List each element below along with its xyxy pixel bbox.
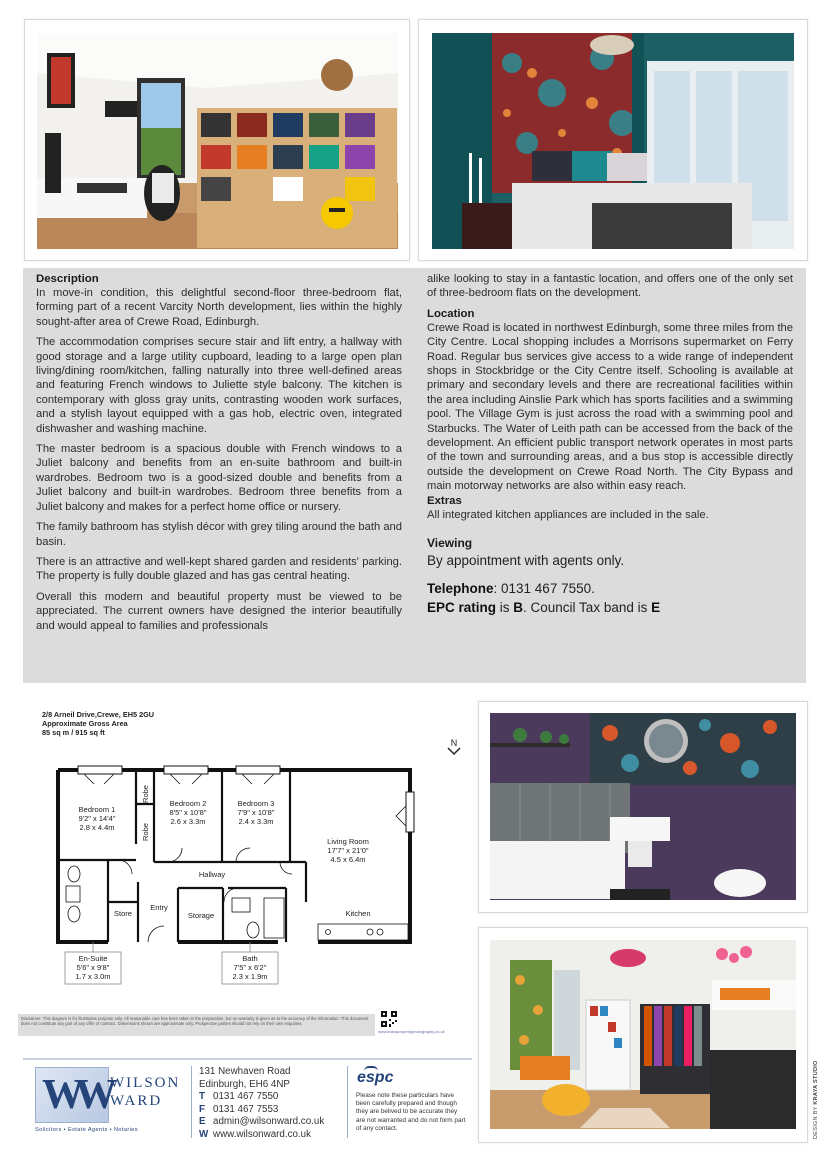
photo-card-dressing-room <box>478 927 808 1143</box>
description-paragraph: The accommodation comprises secure stair and lift entry, a hallway with good storage and a large utility cupboard, leading to a large open plan living/dining room/kitchen, falling naturally into three well-defined areas and featuring French windows to Juliette style balcony. The kitchen is contemporary with gloss gray units, contrasting wooden work surfaces, and a stylish layout equipped with a gas hob, electric oven, integrated dishwasher and washing machine. <box>36 336 402 435</box>
photo-card-bathroom <box>478 701 808 913</box>
svg-text:7'9" x 10'8": 7'9" x 10'8" <box>237 808 275 817</box>
svg-text:2.6 x 3.3m: 2.6 x 3.3m <box>170 817 206 826</box>
epc-label: EPC rating <box>427 599 497 615</box>
photo-card-bedroom <box>418 19 808 261</box>
floorplan-link[interactable]: www.kravapropertyphotography.co.uk <box>378 1029 445 1034</box>
epc-mid: is <box>496 599 514 615</box>
svg-text:Store: Store <box>114 909 132 918</box>
svg-text:Entry: Entry <box>150 903 168 912</box>
telephone-value: : 0131 467 7550. <box>493 580 595 596</box>
fax-line <box>199 1104 324 1117</box>
espc-logo: espc <box>357 1069 394 1086</box>
svg-text:Bath: Bath <box>242 954 258 963</box>
footer-separator <box>191 1066 192 1138</box>
svg-text:7'5" x 6'2": 7'5" x 6'2" <box>233 963 267 972</box>
svg-text:Robe: Robe <box>141 823 150 841</box>
photo-bathroom <box>490 713 796 900</box>
floorplan <box>18 702 473 1040</box>
description-paragraph: The master bedroom is a spacious double with French windows to a Juliet balcony and benefits from an en-suite bathroom and built-in wardrobes. Bedroom two is a good-sized double and benefits from a Juliet balcony and built-in wardrobes. Bedroom three benefits from a Juliet balcony and makes for a perfect home office or nursery. <box>36 443 402 513</box>
telephone-label: Telephone <box>427 580 494 596</box>
svg-text:8'5" x 10'8": 8'5" x 10'8" <box>169 808 207 817</box>
brand-line-2: WARD <box>110 1093 163 1109</box>
north-arrow-icon <box>448 738 460 754</box>
address-line-2: Edinburgh, EH6 4NP <box>199 1078 290 1090</box>
svg-text:9'2" x 14'4": 9'2" x 14'4" <box>78 814 116 823</box>
floorplan-subtitle: Approximate Gross Area <box>42 719 128 728</box>
email-line <box>199 1116 324 1129</box>
svg-text:Bedroom 3: Bedroom 3 <box>237 799 275 808</box>
footer-separator <box>347 1066 348 1138</box>
footer-divider <box>23 1058 472 1060</box>
svg-text:2.3 x 1.9m: 2.3 x 1.9m <box>232 972 268 981</box>
svg-text:Living Room: Living Room <box>327 837 369 846</box>
telephone-line <box>427 579 793 598</box>
extras-heading: Extras <box>427 494 462 507</box>
phone-line <box>199 1091 324 1104</box>
description-paragraph: The family bathroom has stylish décor with grey tiling around the bath and basin. <box>36 521 402 548</box>
svg-text:Kitchen: Kitchen <box>345 909 371 918</box>
epc-line <box>427 598 793 617</box>
viewing-text: By appointment with agents only. <box>427 552 625 568</box>
svg-text:Bedroom 1: Bedroom 1 <box>78 805 116 814</box>
floorplan-drawing <box>18 702 473 1012</box>
tax-value: E <box>651 599 661 615</box>
epc-value: B <box>513 599 524 615</box>
brand-line-1: WILSON <box>110 1075 181 1091</box>
logo-monogram: WW <box>42 1072 108 1118</box>
tax-mid: . Council Tax band is <box>523 599 652 615</box>
fax-value: 0131 467 7553 <box>213 1103 279 1115</box>
svg-text:17'7" x 21'0": 17'7" x 21'0" <box>327 846 369 855</box>
svg-text:2.4 x 3.3m: 2.4 x 3.3m <box>238 817 274 826</box>
svg-text:En-Suite: En-Suite <box>78 954 108 963</box>
espc-disclaimer: Please note these particulars have been carefully prepared and though they are belived to be accurate they are not warranted and do not form part of any contact. <box>356 1092 466 1132</box>
svg-text:Hallway: Hallway <box>198 870 226 879</box>
design-studio: KRAYA STUDIO <box>813 1060 819 1105</box>
svg-text:4.5 x 6.4m: 4.5 x 6.4m <box>330 855 366 864</box>
location-heading: Location <box>427 307 475 320</box>
photo-dressing-room <box>490 940 796 1129</box>
photo-card-study <box>24 19 410 261</box>
design-credit <box>813 1060 819 1139</box>
description-continuation: alike looking to stay in a fantastic location, and offers one of the only set of three-bedroom flats on the development. <box>427 273 793 300</box>
phone-value[interactable]: 0131 467 7550 <box>213 1091 279 1102</box>
svg-text:1.7 x 3.0m: 1.7 x 3.0m <box>75 972 111 981</box>
floorplan-disclaimer: Disclaimer: This diagram is for illustrative purpose only. All reasonable care has been taken in the preparation, but no warranty is given as to the accuracy of the information. This document does not constitute any part of any offer or contract. Dimensions shown are approximate only. Prospective parties should not rely on their own enquiries. <box>18 1014 375 1036</box>
description-paragraph: There is an attractive and well-kept shared garden and residents' parking. The property is fully double glazed and has gas central heating. <box>36 555 402 583</box>
email-key: E <box>199 1116 206 1127</box>
agent-address <box>199 1066 324 1141</box>
viewing-heading: Viewing <box>427 536 473 551</box>
phone-key: T <box>199 1091 205 1102</box>
photo-study <box>37 33 398 249</box>
svg-text:Bedroom 2: Bedroom 2 <box>169 799 207 808</box>
address-line-1: 131 Newhaven Road <box>199 1066 291 1077</box>
brand-tagline: Solicitors • Estate Agents • Notaries <box>35 1127 138 1133</box>
floorplan-area: 85 sq m / 915 sq ft <box>42 728 105 737</box>
qr-code-icon <box>380 1010 398 1028</box>
description-paragraph: Overall this modern and beautiful property must be viewed to be appreciated. The current owners have designed the interior beautifully and would appeal to families and professionals <box>36 590 402 632</box>
svg-text:N: N <box>450 738 458 748</box>
svg-text:5'6" x 9'8": 5'6" x 9'8" <box>76 963 110 972</box>
extras-text: All integrated kitchen appliances are included in the sale. <box>427 508 709 521</box>
design-prefix: DESIGN BY <box>813 1104 819 1139</box>
location-text: Crewe Road is located in northwest Edinburgh, some three miles from the City Centre. Local shopping includes a Morrisons supermarket on Ferry Road. Regular bus services give access to a wide range of independent shops in Stockbridge or the City Centre itself. Schooling is available at primary and secondary levels and there are recreational facilities within the area including Ainslie Park which has sports facilities and a swimming pool. The Village Gym is just across the road with a swimming pool and Starbucks. The Water of Leith path can be accessed from the back of the development. An efficient public transport network operates in most parts of the town and surrounding areas, and a bus stop is accessible directly outside the development on Crewe Road North. The City Bypass and main motorway networks are also within easy reach. <box>427 321 793 493</box>
web-key: W <box>199 1128 209 1140</box>
description-panel <box>23 268 806 683</box>
web-line <box>199 1129 324 1142</box>
location-column <box>427 272 793 617</box>
fax-key: F <box>199 1103 205 1115</box>
svg-text:Robe: Robe <box>141 785 150 803</box>
description-column <box>36 272 402 633</box>
svg-text:2.8 x 4.4m: 2.8 x 4.4m <box>79 823 115 832</box>
brand-name <box>110 1074 180 1110</box>
svg-text:Storage: Storage <box>187 911 215 920</box>
wilson-ward-logo <box>35 1067 109 1123</box>
email-link[interactable]: admin@wilsonward.co.uk <box>213 1116 325 1127</box>
description-heading: Description <box>36 273 99 285</box>
floorplan-title: 2/8 Arneil Drive,Crewe, EH5 2GU <box>42 710 155 719</box>
description-paragraph: In move-in condition, this delightful second-floor three-bedroom flat, forming part of a recent Varcity North development, lies within the highly sought-after area of Crewe Road, Edinburgh. <box>36 287 402 328</box>
website-link[interactable]: www.wilsonward.co.uk <box>213 1128 312 1140</box>
photo-bedroom <box>432 33 794 249</box>
